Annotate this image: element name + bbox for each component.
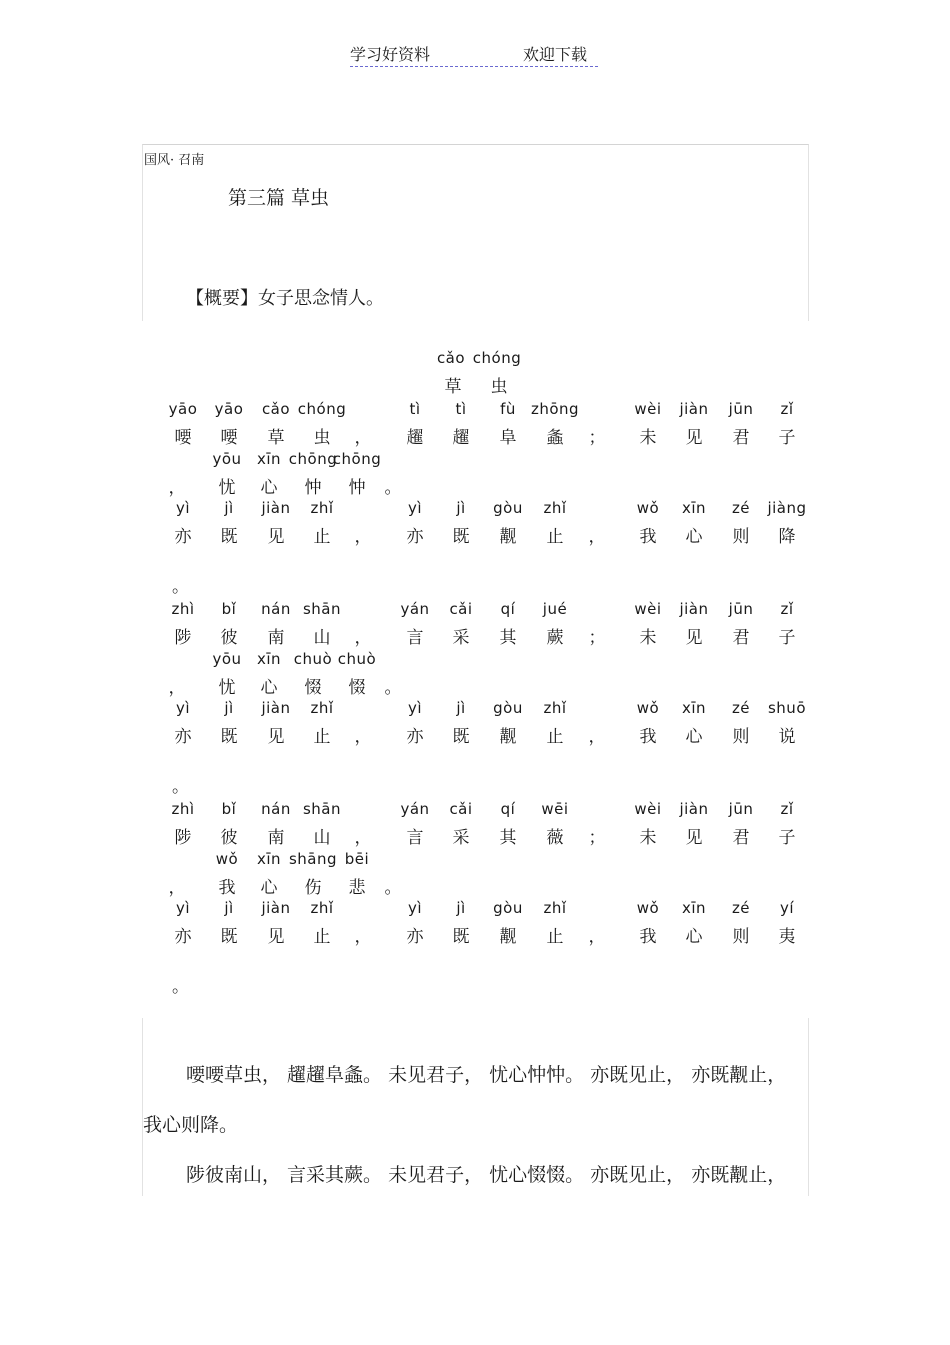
pinyin-syllable: wèi: [634, 800, 662, 818]
summary: 【概要】女子思念情人。: [186, 288, 384, 309]
hanzi-char: ，: [168, 878, 186, 898]
pinyin-syllable: zhì: [171, 800, 195, 818]
hanzi-char: 薇: [546, 828, 564, 848]
pinyin-syllable: zǐ: [780, 400, 794, 418]
hanzi-char: 既: [452, 927, 470, 947]
pinyin-syllable: jiàng: [767, 499, 807, 517]
hanzi-char: ，: [168, 678, 186, 698]
poem-title: 第三篇 草虫: [228, 187, 330, 209]
pinyin-syllable: yán: [400, 600, 430, 618]
pinyin-syllable: zhǐ: [543, 899, 567, 917]
hanzi-char: 彼: [220, 628, 238, 648]
pinyin-syllable: jì: [224, 499, 234, 517]
pinyin-syllable: xīn: [681, 499, 707, 517]
pinyin-syllable: shān: [302, 600, 342, 618]
hanzi-char: 见: [685, 428, 703, 448]
pinyin-syllable: yì: [175, 699, 191, 717]
hanzi-char: 止: [313, 927, 331, 947]
hanzi-char: 见: [685, 828, 703, 848]
hanzi-char: 止: [546, 927, 564, 947]
hanzi-char: 其: [499, 628, 517, 648]
hanzi-char: 见: [685, 628, 703, 648]
hanzi-char: ，: [354, 428, 372, 448]
pinyin-syllable: chōng: [332, 450, 382, 468]
pinyin-syllable: gòu: [493, 899, 523, 917]
hanzi-char: 心: [685, 727, 703, 747]
pinyin-syllable: wēi: [541, 800, 569, 818]
pinyin-syllable: jiàn: [261, 499, 291, 517]
pinyin-syllable: shāng: [288, 850, 338, 868]
pinyin-syllable: chóng: [472, 349, 522, 367]
hanzi-char: ，: [354, 927, 372, 947]
hanzi-char: 心: [685, 527, 703, 547]
stanza-end-mark: 。: [172, 577, 189, 597]
pinyin-syllable: qí: [500, 800, 516, 818]
hanzi-char: 降: [778, 527, 796, 547]
pinyin-syllable: zhǐ: [543, 699, 567, 717]
hanzi-char: 。: [384, 478, 402, 498]
hanzi-char: 见: [267, 927, 285, 947]
hanzi-char: 止: [313, 727, 331, 747]
hanzi-char: 虫: [313, 428, 331, 448]
pinyin-syllable: gòu: [493, 499, 523, 517]
hanzi-char: 心: [685, 927, 703, 947]
hanzi-char: 虫: [490, 377, 508, 397]
hanzi-char: 我: [639, 527, 657, 547]
pinyin-syllable: wǒ: [215, 850, 239, 868]
hanzi-char: 陟: [174, 828, 192, 848]
hanzi-char: 未: [639, 828, 657, 848]
prose-paragraph-1-cont: 我心则降。: [143, 1114, 239, 1136]
hanzi-char: 则: [732, 527, 750, 547]
prose-paragraph-1: 喓喓草虫， 趯趯阜螽。 未见君子， 忧心忡忡。 亦既见止， 亦既觏止，: [186, 1064, 787, 1086]
pinyin-syllable: zé: [731, 899, 751, 917]
hanzi-char: 山: [313, 828, 331, 848]
hanzi-char: 亦: [406, 527, 424, 547]
hanzi-char: 既: [452, 727, 470, 747]
pinyin-syllable: nán: [261, 600, 291, 618]
hanzi-char: 忡: [348, 478, 366, 498]
hanzi-char: 螽: [546, 428, 564, 448]
hanzi-char: 未: [639, 628, 657, 648]
pinyin-syllable: xīn: [256, 450, 282, 468]
pinyin-syllable: bǐ: [221, 600, 237, 618]
hanzi-char: ，: [354, 628, 372, 648]
hanzi-char: 忡: [304, 478, 322, 498]
pinyin-syllable: yí: [779, 899, 795, 917]
hanzi-char: 觏: [499, 927, 517, 947]
hanzi-char: 见: [267, 727, 285, 747]
hanzi-char: 采: [452, 828, 470, 848]
pinyin-syllable: zǐ: [780, 800, 794, 818]
hanzi-char: 既: [220, 927, 238, 947]
pinyin-syllable: jué: [542, 600, 568, 618]
hanzi-char: 则: [732, 727, 750, 747]
pinyin-syllable: jiàn: [261, 899, 291, 917]
pinyin-syllable: jì: [456, 699, 466, 717]
pinyin-syllable: jiàn: [679, 400, 709, 418]
pinyin-syllable: shuō: [767, 699, 806, 717]
hanzi-char: 。: [384, 678, 402, 698]
pinyin-syllable: yì: [407, 699, 423, 717]
pinyin-syllable: yì: [175, 899, 191, 917]
pinyin-syllable: zhì: [171, 600, 195, 618]
hanzi-char: ；: [588, 628, 606, 648]
hanzi-char: 亦: [174, 927, 192, 947]
pinyin-syllable: zǐ: [780, 600, 794, 618]
pinyin-syllable: bǐ: [221, 800, 237, 818]
pinyin-syllable: yāo: [214, 400, 244, 418]
hanzi-char: 言: [406, 828, 424, 848]
pinyin-syllable: wèi: [634, 600, 662, 618]
hanzi-char: 阜: [499, 428, 517, 448]
hanzi-char: ，: [588, 527, 606, 547]
pinyin-syllable: yán: [400, 800, 430, 818]
hanzi-char: 觏: [499, 727, 517, 747]
hanzi-char: 草: [444, 377, 462, 397]
hanzi-char: 子: [778, 428, 796, 448]
hanzi-char: 觏: [499, 527, 517, 547]
hanzi-char: ，: [168, 478, 186, 498]
pinyin-syllable: tì: [455, 400, 467, 418]
hanzi-char: 彼: [220, 828, 238, 848]
hanzi-char: 亦: [406, 727, 424, 747]
pinyin-syllable: zhōng: [530, 400, 580, 418]
pinyin-syllable: cǎo: [436, 349, 466, 367]
hanzi-char: 我: [218, 878, 236, 898]
hanzi-char: 君: [732, 628, 750, 648]
hanzi-char: 心: [260, 678, 278, 698]
header-left-text: 学习好资料: [350, 45, 431, 64]
pinyin-syllable: yì: [407, 899, 423, 917]
hanzi-char: ，: [354, 828, 372, 848]
hanzi-char: 见: [267, 527, 285, 547]
pinyin-syllable: jūn: [728, 400, 754, 418]
pinyin-syllable: xīn: [681, 899, 707, 917]
hanzi-char: 子: [778, 628, 796, 648]
source-label: 国风· 召南: [144, 153, 205, 168]
pinyin-syllable: zhǐ: [310, 699, 334, 717]
pinyin-syllable: jiàn: [261, 699, 291, 717]
pinyin-syllable: jì: [456, 499, 466, 517]
hanzi-char: 君: [732, 428, 750, 448]
hanzi-char: 草: [267, 428, 285, 448]
pinyin-syllable: yāo: [168, 400, 198, 418]
pinyin-syllable: wǒ: [636, 499, 660, 517]
pinyin-syllable: cǎi: [449, 800, 473, 818]
pinyin-syllable: jūn: [728, 800, 754, 818]
pinyin-syllable: jiàn: [679, 600, 709, 618]
pinyin-syllable: jì: [224, 699, 234, 717]
hanzi-char: 喓: [174, 428, 192, 448]
hanzi-char: 止: [313, 527, 331, 547]
hanzi-char: 则: [732, 927, 750, 947]
hanzi-char: 既: [220, 727, 238, 747]
pinyin-syllable: xīn: [256, 650, 282, 668]
pinyin-syllable: fù: [500, 400, 516, 418]
pinyin-syllable: cǎi: [449, 600, 473, 618]
pinyin-syllable: gòu: [493, 699, 523, 717]
hanzi-char: 其: [499, 828, 517, 848]
pinyin-syllable: yì: [175, 499, 191, 517]
pinyin-syllable: jì: [224, 899, 234, 917]
hanzi-char: ，: [354, 727, 372, 747]
hanzi-char: 喓: [220, 428, 238, 448]
hanzi-char: 惙: [304, 678, 322, 698]
pinyin-syllable: jūn: [728, 600, 754, 618]
pinyin-syllable: chóng: [297, 400, 347, 418]
hanzi-char: 君: [732, 828, 750, 848]
pinyin-syllable: zé: [731, 499, 751, 517]
hanzi-char: 忧: [218, 678, 236, 698]
hanzi-char: 心: [260, 878, 278, 898]
pinyin-syllable: wǒ: [636, 699, 660, 717]
hanzi-char: 悲: [348, 878, 366, 898]
hanzi-char: 趯: [452, 428, 470, 448]
hanzi-char: 未: [639, 428, 657, 448]
hanzi-char: 趯: [406, 428, 424, 448]
stanza-end-mark: 。: [172, 977, 189, 997]
hanzi-char: ；: [588, 828, 606, 848]
hanzi-char: 止: [546, 727, 564, 747]
pinyin-syllable: tì: [409, 400, 421, 418]
hanzi-char: 陟: [174, 628, 192, 648]
hanzi-char: ；: [588, 428, 606, 448]
hanzi-char: 南: [267, 828, 285, 848]
pinyin-syllable: zhǐ: [310, 499, 334, 517]
hanzi-char: 我: [639, 927, 657, 947]
hanzi-char: 采: [452, 628, 470, 648]
hanzi-char: 心: [260, 478, 278, 498]
hanzi-char: 止: [546, 527, 564, 547]
prose-paragraph-2: 陟彼南山， 言采其蕨。 未见君子， 忧心惙惙。 亦既见止， 亦既觏止，: [186, 1164, 787, 1186]
pinyin-syllable: chuò: [293, 650, 333, 668]
pinyin-syllable: wǒ: [636, 899, 660, 917]
pinyin-syllable: nán: [261, 800, 291, 818]
pinyin-syllable: yōu: [212, 450, 242, 468]
hanzi-char: 惙: [348, 678, 366, 698]
hanzi-char: 亦: [406, 927, 424, 947]
hanzi-char: 既: [220, 527, 238, 547]
hanzi-char: 既: [452, 527, 470, 547]
pinyin-syllable: jì: [456, 899, 466, 917]
pinyin-syllable: zhǐ: [543, 499, 567, 517]
pinyin-syllable: zé: [731, 699, 751, 717]
pinyin-syllable: yōu: [212, 650, 242, 668]
hanzi-char: ，: [588, 727, 606, 747]
pinyin-syllable: xīn: [256, 850, 282, 868]
hanzi-char: 忧: [218, 478, 236, 498]
pinyin-syllable: shān: [302, 800, 342, 818]
hanzi-char: ，: [354, 527, 372, 547]
hanzi-char: 说: [778, 727, 796, 747]
page-header: [350, 42, 598, 67]
pinyin-syllable: bēi: [344, 850, 370, 868]
pinyin-syllable: yì: [407, 499, 423, 517]
stanza-end-mark: 。: [172, 777, 189, 797]
pinyin-syllable: jiàn: [679, 800, 709, 818]
pinyin-syllable: wèi: [634, 400, 662, 418]
hanzi-char: 我: [639, 727, 657, 747]
pinyin-syllable: qí: [500, 600, 516, 618]
pinyin-syllable: cǎo: [261, 400, 291, 418]
pinyin-syllable: chōng: [288, 450, 338, 468]
pinyin-syllable: zhǐ: [310, 899, 334, 917]
hanzi-char: 伤: [304, 878, 322, 898]
hanzi-char: 蕨: [546, 628, 564, 648]
hanzi-char: 山: [313, 628, 331, 648]
pinyin-syllable: xīn: [681, 699, 707, 717]
hanzi-char: 夷: [778, 927, 796, 947]
header-right-text: 欢迎下载: [523, 45, 588, 64]
hanzi-char: 亦: [174, 727, 192, 747]
hanzi-char: 亦: [174, 527, 192, 547]
hanzi-char: ，: [588, 927, 606, 947]
hanzi-char: 。: [384, 878, 402, 898]
hanzi-char: 言: [406, 628, 424, 648]
hanzi-char: 南: [267, 628, 285, 648]
pinyin-syllable: chuò: [337, 650, 377, 668]
hanzi-char: 子: [778, 828, 796, 848]
